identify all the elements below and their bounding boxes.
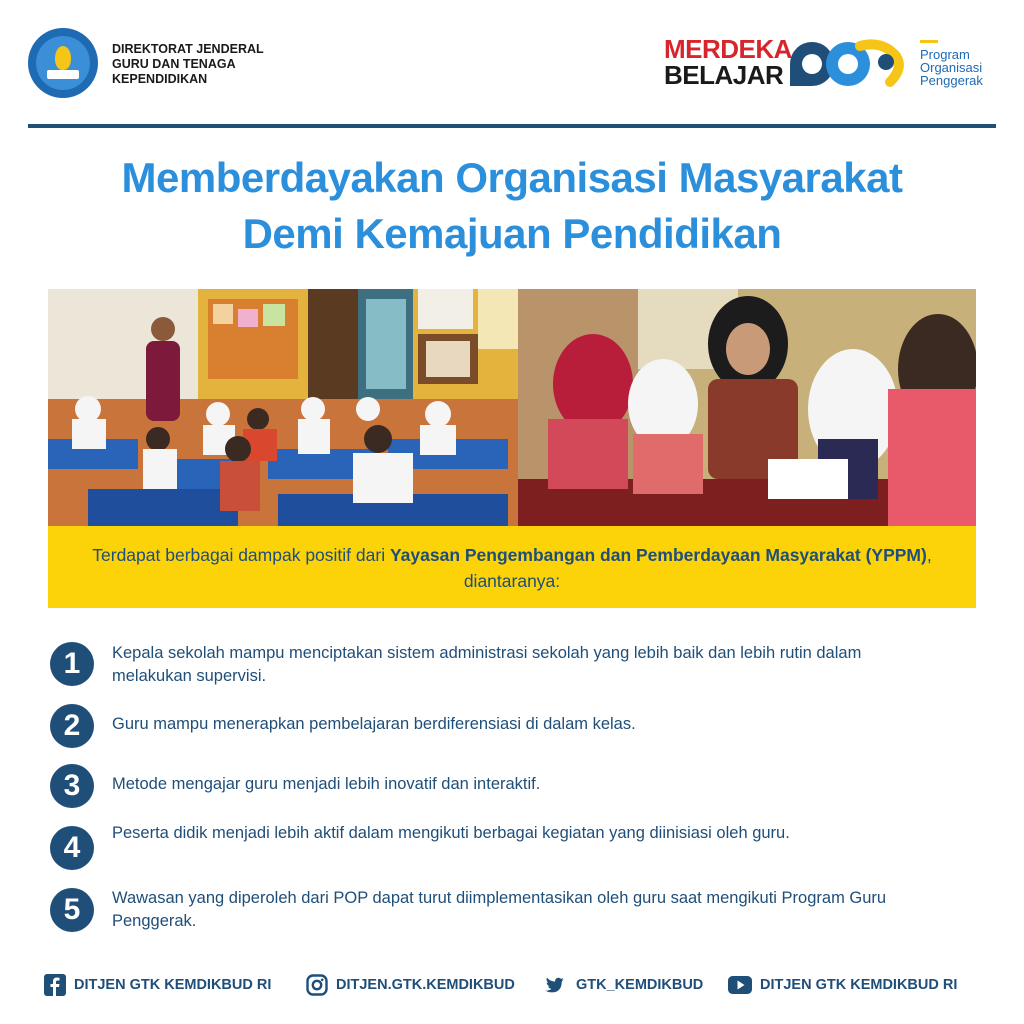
intro-text-part: Terdapat berbagai dampak positif dari	[92, 545, 390, 565]
item-number-badge: 4	[50, 826, 94, 870]
youtube-icon	[728, 976, 752, 994]
pop-logo-icon	[786, 38, 908, 90]
item-number-badge: 2	[50, 704, 94, 748]
org-name-line: KEPENDIDIKAN	[112, 72, 208, 86]
twitter-handle: GTK_KEMDIKBUD	[576, 977, 704, 993]
pop-text	[920, 40, 983, 87]
org-name	[112, 42, 264, 87]
item-text: Wawasan yang diperoleh dari POP dapat turut diimplementasikan oleh guru saat mengikuti Program Guru Penggerak.	[112, 889, 887, 930]
org-name-line: DIREKTORAT JENDERAL	[112, 42, 264, 56]
title-line-2: Demi Kemajuan Pendidikan	[242, 210, 782, 257]
pop-text-line: Organisasi	[920, 60, 983, 75]
instagram-handle: DITJEN.GTK.KEMDIKBUD	[336, 977, 515, 993]
facebook-handle: DITJEN GTK KEMDIKBUD RI	[74, 977, 272, 993]
page-title	[0, 150, 1024, 262]
title-line-1: Memberdayakan Organisasi Masyarakat	[121, 154, 903, 201]
item-text: Peserta didik menjadi lebih aktif dalam mengikuti berbagai kegiatan yang diinisiasi oleh guru.	[112, 824, 790, 842]
instagram-link[interactable]	[306, 973, 515, 997]
youtube-link[interactable]	[728, 973, 957, 997]
classroom-photo	[48, 289, 976, 526]
facebook-icon	[44, 974, 66, 996]
instagram-icon	[306, 974, 328, 996]
item-text: Metode mengajar guru menjadi lebih inovatif dan interaktif.	[112, 775, 541, 793]
twitter-icon	[544, 975, 568, 995]
merdeka-line: MERDEKA	[664, 34, 792, 64]
item-number-badge: 5	[50, 888, 94, 932]
tut-wuri-handayani-logo	[28, 28, 98, 98]
merdeka-belajar-logo	[664, 36, 792, 88]
pop-text-line: Program	[920, 47, 970, 62]
twitter-link[interactable]	[544, 973, 703, 997]
header	[0, 0, 1024, 125]
intro-banner	[48, 526, 976, 608]
pop-text-line: Penggerak	[920, 73, 983, 88]
facebook-link[interactable]	[44, 973, 271, 997]
header-divider	[28, 124, 996, 128]
item-text: Guru mampu menerapkan pembelajaran berdiferensiasi di dalam kelas.	[112, 715, 636, 733]
intro-text-organization: Yayasan Pengembangan dan Pemberdayaan Masyarakat (YPPM)	[389, 545, 927, 565]
item-number-badge: 3	[50, 764, 94, 808]
social-footer	[44, 973, 984, 997]
youtube-handle: DITJEN GTK KEMDIKBUD RI	[760, 977, 958, 993]
intro-text-part: , diantaranya:	[463, 545, 932, 591]
intro-text	[48, 542, 976, 594]
belajar-line: BELAJAR	[664, 60, 784, 90]
item-text: Kepala sekolah mampu menciptakan sistem administrasi sekolah yang lebih baik dan lebih rutin dalam melakukan supervisi.	[112, 644, 862, 685]
item-number-badge: 1	[50, 642, 94, 686]
org-name-line: GURU DAN TENAGA	[112, 57, 236, 71]
